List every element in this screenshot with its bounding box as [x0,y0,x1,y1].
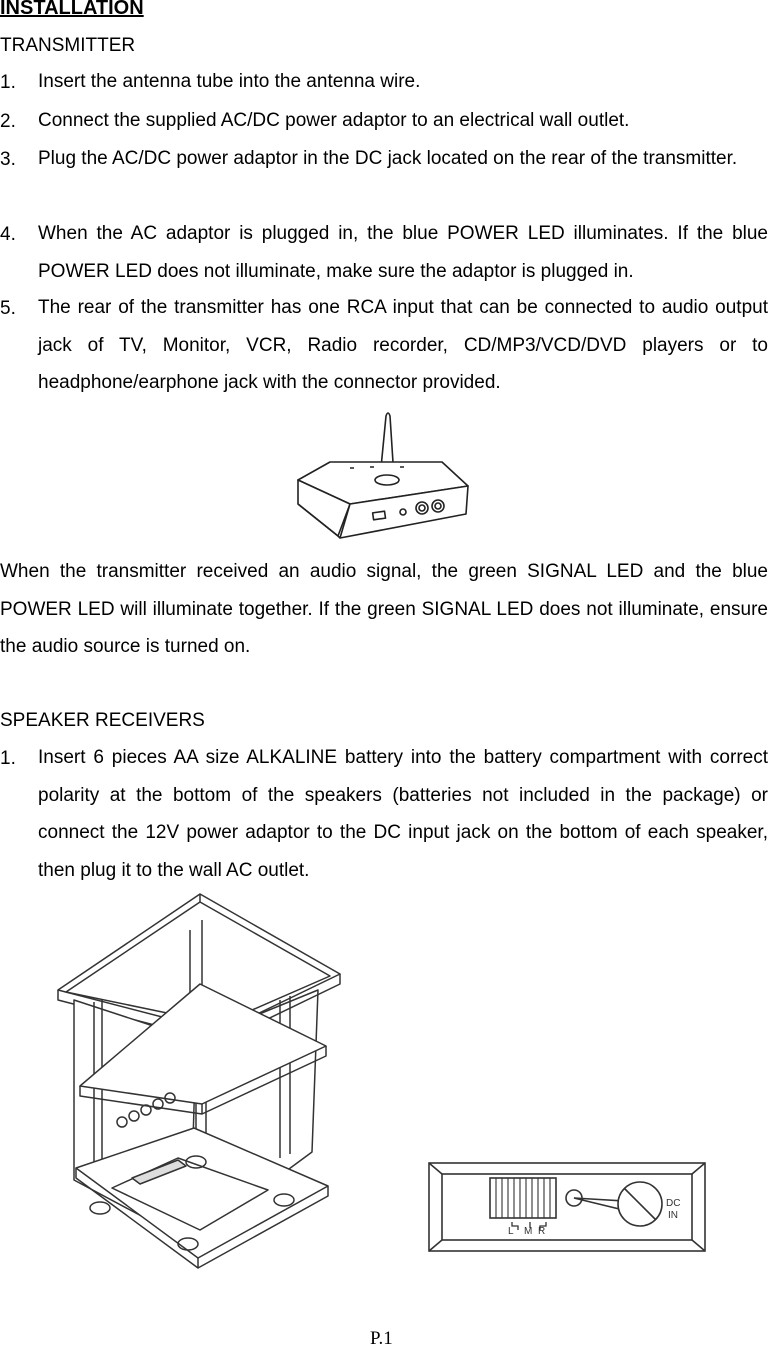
transmitter-subtitle: TRANSMITTER [0,35,136,56]
step-number: 5. [0,298,16,319]
step-number: 1. [0,748,16,769]
transmitter-illustration [290,408,475,546]
step-text: Insert the antenna tube into the antenna wire. [38,71,421,92]
step-text: Insert 6 pieces AA size ALKALINE battery into the battery compartment with correct polarity at the bottom of the speakers (batteries not included in the package) or connect the 12V power adaptor to the DC input jack on the bottom of each speaker, then plug it to the wall AC outlet. [38,747,768,881]
section-title: INSTALLATION [0,0,144,19]
speaker-illustration [50,890,350,1265]
step-text: Plug the AC/DC power adaptor in the DC jack located on the rear of the transmitter. [38,148,738,169]
step-number: 4. [0,224,16,245]
step-text: The rear of the transmitter has one RCA input that can be connected to audio output jack of TV, Monitor, VCR, Radio recorder, CD/MP3/VCD/DVD players or to headphone/earphone jack with the connector provided. [38,297,768,393]
receivers-subtitle: SPEAKER RECEIVERS [0,710,205,731]
transmitter-note: When the transmitter received an audio signal, the green SIGNAL LED and the blue POWER LED will illuminate together. If the green SIGNAL LED does not illuminate, ensure the audio source is turned on. [0,561,768,657]
step-number: 1. [0,72,16,93]
panel-label-dc: DC [666,1198,681,1209]
panel-label-r: R [538,1226,546,1237]
panel-label-in: IN [668,1210,678,1221]
step-text: Connect the supplied AC/DC power adaptor to an electrical wall outlet. [38,110,630,131]
step-number: 2. [0,111,16,132]
panel-label-m: M [524,1226,533,1237]
panel-label-l: L [508,1226,514,1237]
dc-panel-illustration [428,1162,706,1252]
step-text: When the AC adaptor is plugged in, the blue POWER LED illuminates. If the blue POWER LED does not illuminate, make sure the adaptor is plugged in. [38,223,768,282]
step-number: 3. [0,149,16,170]
page-number: P.1 [370,1328,393,1349]
